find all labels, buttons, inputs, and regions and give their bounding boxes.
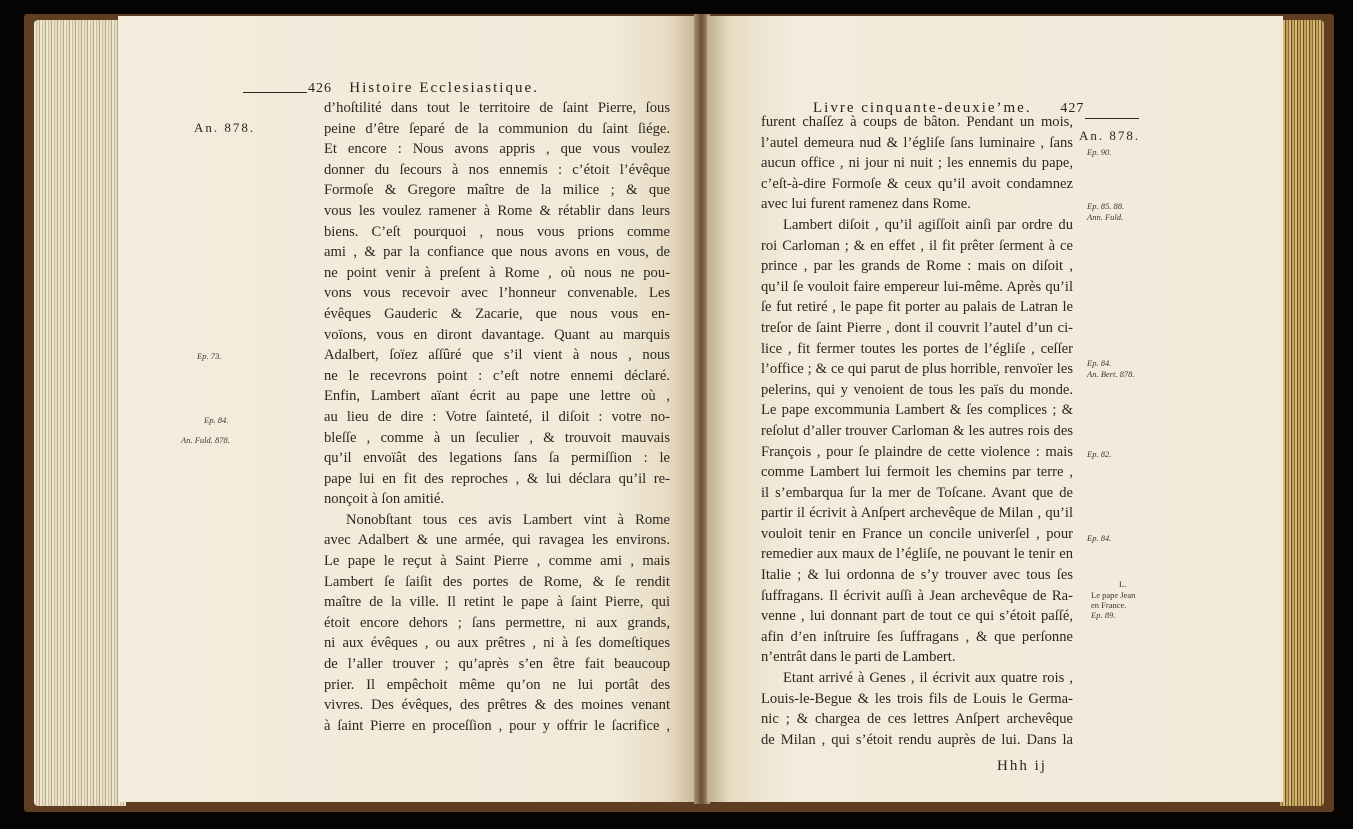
- text-line: d’hoſtilité dans tout le territoire de ſaint Pierre, ſous: [324, 100, 670, 116]
- text-line: partir il écrivit à Anſpert archevêque de Milan , qu’il: [761, 505, 1073, 522]
- text-line: évêques Gauderic & Zacarie, que nous vous en-: [324, 305, 670, 322]
- running-head: [308, 80, 539, 97]
- text-line: qu’il envoïât des legations ſans ſa permiſſion : le: [324, 450, 670, 467]
- text-line: étoit encore dehors ; ſans permettre, ni aux grands,: [324, 614, 670, 631]
- header-rule: [243, 92, 307, 93]
- text-line: Etant arrivé à Genes , il écrivit aux quatre rois ,: [783, 670, 1073, 687]
- margin-note: Ann. Fuld.: [1087, 212, 1124, 222]
- text-line: vons vous recevoir avec l’honneur convenable. Les: [324, 285, 670, 302]
- text-line: prier. Il empêchoit même qu’on ne lui portât des: [324, 676, 670, 693]
- page-number: 427: [1060, 101, 1085, 116]
- text-line: qu’il ſe vouloit faire empereur lui-même. Après qu’il: [761, 278, 1073, 295]
- body-text: [761, 112, 1073, 750]
- text-line: peine d’être ſeparé de la communion du ſaint ſiége.: [324, 120, 670, 137]
- text-line: Formoſe & Gregore maître de la milice ; & que: [324, 182, 670, 199]
- text-line: ne le recevrons point : c’eſt notre ennemi déclaré.: [324, 367, 670, 384]
- text-line: ni aux évêques , ou aux prêtres , ni à ſes domeſtiques: [324, 635, 670, 652]
- text-line: il s’embarqua ſur la mer de Toſcane. Avant que de: [761, 484, 1073, 501]
- margin-note: Ep. 85. 88.: [1087, 201, 1125, 211]
- margin-note: Ep. 84.: [1087, 533, 1112, 543]
- text-line: vivres. Des évêques, des prêtres & des moines venant: [324, 697, 670, 714]
- year-label: An. 878.: [194, 120, 256, 135]
- signature-mark: Hhh ij: [997, 758, 1047, 774]
- text-line: Lambert ſe ſaiſit des portes de Rome, & ſe rendit: [324, 573, 670, 590]
- text-line: Lambert diſoit , qu’il agiſſoit ainſi par ordre du: [783, 216, 1073, 233]
- text-line: venne , lui donnant part de tout ce qui s’étoit paſſé,: [761, 608, 1073, 625]
- running-head-title: Livre cinquante-deuxie’me.: [813, 100, 1032, 116]
- text-line: ne point venir à preſent à Rome , où nous ne pou-: [324, 264, 670, 281]
- text-line: maître de la ville. Il retint le pape à ſaint Pierre, qui: [324, 594, 670, 611]
- text-line: au lieu de dire : Votre ſainteté, il diſoit : votre no-: [324, 408, 670, 425]
- text-line: pelerins, qui y venoient de tous les païs du monde.: [761, 381, 1073, 398]
- text-line: ami , & par la confiance que nous avons en vous, de: [324, 244, 670, 261]
- text-line: Adalbert, ſoïez aſſûré que s’il vient à nous , nous: [324, 347, 670, 364]
- header-rule: [1085, 118, 1139, 119]
- text-line: c’eſt-à-dire Formoſe & ceux qu’il avoit condamnez: [761, 175, 1073, 192]
- text-line: voïons, vous en diront davantage. Quant au marquis: [324, 326, 670, 343]
- margin-note: Le pape Jean: [1091, 590, 1136, 600]
- text-line: Enfin, Lambert aïant écrit au pape une lettre où ,: [324, 388, 670, 405]
- text-line: comme Lambert lui fermoit les chemins par terre ,: [761, 464, 1073, 481]
- text-line: nic ; & chargea de ces lettres Anſpert archevêque: [761, 711, 1073, 728]
- margin-note: An. Fuld. 878.: [181, 435, 230, 445]
- text-line: de Milan , qui s’étoit rendu auprès de lui. Dans la: [761, 731, 1073, 748]
- text-line: donner du ſecours à nos ennemis : c’étoit l’évêque: [324, 161, 670, 178]
- margin-note: Ep. 90.: [1087, 147, 1112, 157]
- text-line: Nonobſtant tous ces avis Lambert vint à Rome: [346, 511, 670, 528]
- margin-note: Ep. 84.: [1087, 358, 1112, 368]
- text-line: l’autel demeura nud & l’égliſe ſans luminaire , ſans: [761, 134, 1073, 151]
- text-line: Italie ; & lui ordonna de s’y trouver avec tous ſes: [761, 567, 1073, 584]
- text-line: Le pape le reçut à Saint Pierre , comme ami , mais: [324, 553, 670, 570]
- text-line: n’entrât dans le parti de Lambert.: [761, 649, 956, 666]
- margin-note: Ep. 89.: [1091, 610, 1116, 620]
- text-line: Le pape excommunia Lambert & ſes complices ; &: [761, 402, 1073, 419]
- page-number: 426: [308, 81, 332, 96]
- text-line: bleſſe , comme à un ſeculier , & trouvoit mauvais: [324, 429, 670, 446]
- text-line: lice , fit fermer toutes les portes de l’égliſe , ceſſer: [761, 340, 1073, 357]
- text-line: biens. C’eſt pourquoi , nous vous prions comme: [324, 223, 670, 240]
- text-line: vous les voulez ramener à Rome & rétablir dans leurs: [324, 202, 670, 219]
- text-line: François , pour ſe plaindre de cette violence : mais: [761, 443, 1073, 460]
- margin-note: L.: [1119, 579, 1127, 589]
- year-label: An. 878.: [1079, 128, 1141, 143]
- text-line: remedier aux maux de l’égliſe, ne pouvant le tenir en: [761, 546, 1073, 563]
- margin-note: en France.: [1091, 600, 1127, 610]
- margin-note: Ep. 84.: [204, 415, 229, 425]
- text-line: afin d’en inſtruire ſes ſuffragans , & que perſonne: [761, 628, 1073, 645]
- margin-note: Ep. 82.: [1087, 449, 1112, 459]
- text-line: treſor de ſaint Pierre , dont il couvrit l’autel d’un ci-: [761, 319, 1073, 336]
- page-edges-right: [1280, 20, 1324, 806]
- text-line: l’office ; & ce qui parut de plus horrible, renvoïer les: [761, 361, 1073, 378]
- margin-note: An. Bert. 878.: [1087, 369, 1135, 379]
- text-line: à ſaint Pierre en proceſſion , pour y offrir le ſacrifice ,: [324, 717, 670, 734]
- page-edges-left: [34, 20, 126, 806]
- left-page: [118, 16, 696, 802]
- body-text: [324, 98, 670, 736]
- text-line: pape lui en fit des reproches , & lui déclara qu’il re-: [324, 470, 670, 487]
- text-line: de l’aller trouver ; qu’après s’en être fait beaucoup: [324, 656, 670, 673]
- text-line: roi Carloman ; & en effet , il fit prêter ſerment à ce: [761, 237, 1073, 254]
- text-line: nonçoit à ſon amitié.: [324, 491, 444, 508]
- text-line: furent chaſſez à coups de bâton. Pendant un mois,: [761, 114, 1073, 130]
- text-line: Louis-le-Begue & les trois fils de Louis le Germa-: [761, 690, 1073, 707]
- margin-note: Ep. 73.: [197, 351, 222, 361]
- text-line: Et encore : Nous avons appris , que vous voulez: [324, 141, 670, 158]
- text-line: ſe fut retiré , le pape fit porter au palais de Latran le: [761, 299, 1073, 316]
- running-head-title: Histoire Ecclesiastique.: [349, 80, 539, 96]
- text-line: prince , par les grands de Rome : mais on diſoit ,: [761, 258, 1073, 275]
- text-line: aucun office , ni jour ni nuit ; les ennemis du pape,: [761, 155, 1073, 172]
- text-line: reſolut d’aller trouver Carloman & les autres rois des: [761, 422, 1073, 439]
- text-line: avec lui furent ramenez dans Rome.: [761, 196, 971, 213]
- text-line: ſuffragans. Il écrivit auſſi à Jean archevêque de Ra-: [761, 587, 1073, 604]
- right-page: [707, 16, 1283, 802]
- text-line: vouloit tenir en France un concile univerſel , pour: [761, 525, 1073, 542]
- text-line: avec Adalbert & une armée, qui ravagea les environs.: [324, 532, 670, 549]
